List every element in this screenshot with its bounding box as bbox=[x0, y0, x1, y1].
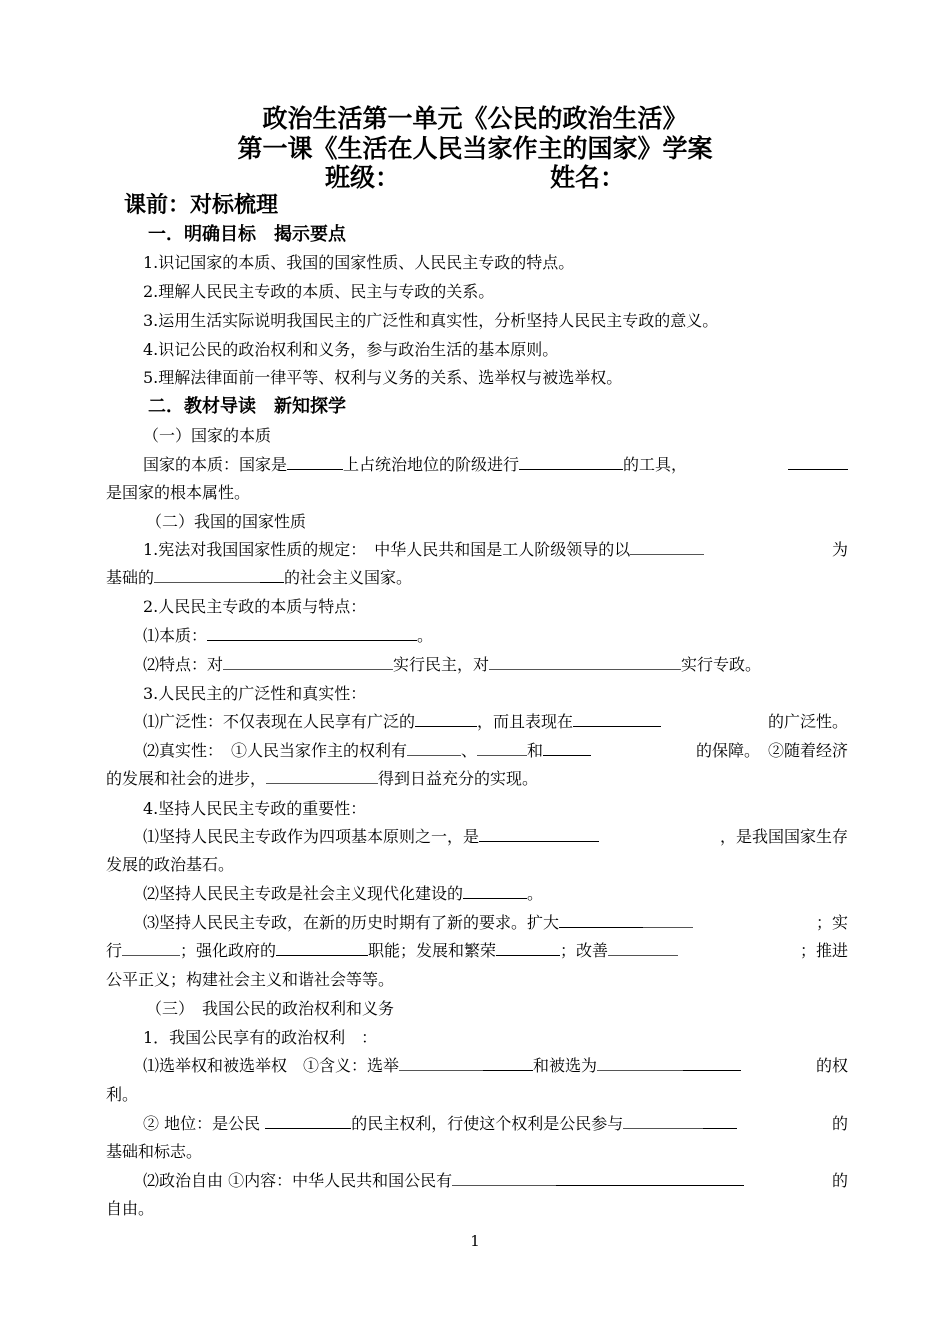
goal-item-2: 2.理解人民民主专政的本质、民主与专政的关系。 bbox=[143, 282, 495, 301]
blank[interactable] bbox=[154, 564, 260, 583]
importance-line-2: ⑵坚持人民民主专政是社会主义现代化建设的 。 bbox=[106, 880, 848, 908]
blank[interactable] bbox=[489, 651, 681, 670]
blank[interactable] bbox=[519, 451, 623, 470]
constitution-line-cont: 基础的 的社会主义国家。 bbox=[106, 564, 848, 592]
blank[interactable] bbox=[407, 737, 461, 756]
blank[interactable] bbox=[452, 1167, 556, 1186]
importance-line-1-cont: 发展的政治基石。 bbox=[106, 855, 235, 874]
blank[interactable] bbox=[276, 937, 368, 956]
blank[interactable] bbox=[703, 1110, 737, 1129]
blank[interactable] bbox=[266, 765, 378, 784]
blank[interactable] bbox=[223, 651, 393, 670]
goal-item-5: 5.理解法律面前一律平等、权利与义务的关系、选举权与被选举权。 bbox=[143, 368, 623, 387]
constitution-line: 1.宪法对我国国家性质的规定： 中华人民共和国是工人阶级领导的以 为 bbox=[106, 536, 848, 564]
blank[interactable] bbox=[543, 737, 591, 756]
blank[interactable] bbox=[260, 564, 284, 583]
importance-line-3-cont: 行 ；强化政府的 职能；发展和繁荣 ；改善 ；推进 bbox=[106, 937, 848, 965]
importance-line-1: ⑴坚持人民民主专政作为四项基本原则之一，是 ，是我国国家生存 bbox=[106, 823, 848, 851]
goal-item-1: 1.识记国家的本质、我国的国家性质、人民民主专政的特点。 bbox=[143, 253, 575, 272]
blank[interactable] bbox=[477, 737, 527, 756]
blank[interactable] bbox=[463, 880, 527, 899]
breadth-line: ⑴广泛性：不仅表现在人民享有广泛的 ，而且表现在 的广泛性。 bbox=[106, 708, 848, 736]
blank[interactable] bbox=[122, 937, 180, 956]
status-line: ② 地位：是公民 的民主权利，行使这个权利是公民参与 的 bbox=[106, 1110, 848, 1138]
blank[interactable] bbox=[630, 536, 704, 555]
blank[interactable] bbox=[573, 708, 661, 727]
section-2-heading: 二．教材导读 新知探学 bbox=[148, 396, 346, 417]
section-1-heading: 一．明确目标 揭示要点 bbox=[148, 224, 346, 245]
blank[interactable] bbox=[556, 1167, 744, 1186]
page-number: 1 bbox=[470, 1232, 480, 1250]
authenticity-line-cont: 的发展和社会的进步， 得到日益充分的实现。 bbox=[106, 765, 848, 793]
blank[interactable] bbox=[265, 1110, 351, 1129]
goal-item-3: 3.运用生活实际说明我国民主的广泛性和真实性，分析坚持人民民主专政的意义。 bbox=[143, 311, 719, 330]
democracy-heading: 3.人民民主的广泛性和真实性： bbox=[143, 684, 367, 703]
vote-line: ⑴选举权和被选举权 ①含义：选举 和被选为 的权 bbox=[106, 1052, 848, 1080]
blank[interactable] bbox=[683, 1052, 741, 1071]
rights-heading: 1．我国公民享有的政治权利 ： bbox=[143, 1028, 378, 1047]
blank[interactable] bbox=[559, 909, 643, 928]
dictatorship-heading: 2.人民民主专政的本质与特点： bbox=[143, 597, 367, 616]
blank[interactable] bbox=[415, 708, 477, 727]
blank[interactable] bbox=[483, 1052, 533, 1071]
part-1-heading: （一）国家的本质 bbox=[143, 426, 272, 445]
blank[interactable] bbox=[623, 1110, 703, 1129]
state-essence-line: 国家的本质：国家是 上占统治地位的阶级进行 的工具， bbox=[106, 451, 848, 479]
authenticity-line: ⑵真实性： ①人民当家作主的权利有 、 和 的保障。 ②随着经济 bbox=[106, 737, 848, 765]
essence-line: ⑴本质： 。 bbox=[106, 622, 848, 650]
blank[interactable] bbox=[788, 451, 848, 470]
status-line-cont: 基础和标志。 bbox=[106, 1142, 203, 1161]
blank[interactable] bbox=[399, 1052, 483, 1071]
blank[interactable] bbox=[608, 937, 678, 956]
blank[interactable] bbox=[479, 823, 599, 842]
class-label: 班级： bbox=[324, 163, 400, 192]
part-3-heading: （三） 我国公民的政治权利和义务 bbox=[146, 999, 395, 1018]
blank[interactable] bbox=[287, 451, 343, 470]
vote-line-cont: 利。 bbox=[106, 1085, 139, 1104]
name-label: 姓名： bbox=[550, 163, 626, 192]
blank[interactable] bbox=[496, 937, 560, 956]
blank[interactable] bbox=[597, 1052, 683, 1071]
blank[interactable] bbox=[643, 909, 693, 928]
lesson-title: 第一课《生活在人民当家作主的国家》学案 bbox=[237, 134, 713, 163]
blank[interactable] bbox=[207, 622, 417, 641]
document-title: 政治生活第一单元《公民的政治生活》 bbox=[262, 104, 688, 133]
freedom-line-cont: 自由。 bbox=[106, 1199, 155, 1218]
part-2-heading: （二）我国的国家性质 bbox=[146, 512, 307, 531]
student-info-line bbox=[0, 163, 950, 193]
state-essence-line-cont: 是国家的根本属性。 bbox=[106, 483, 251, 502]
features-line: ⑵特点：对 实行民主，对 实行专政。 bbox=[106, 651, 848, 679]
importance-line-3-end: 公平正义；构建社会主义和谐社会等等。 bbox=[106, 970, 395, 989]
pre-class-heading: 课前：对标梳理 bbox=[124, 193, 279, 218]
importance-line-3: ⑶坚持人民民主专政，在新的历史时期有了新的要求。扩大 ；实 bbox=[106, 909, 848, 937]
importance-heading: 4.坚持人民民主专政的重要性： bbox=[143, 799, 367, 818]
goal-item-4: 4.识记公民的政治权利和义务，参与政治生活的基本原则。 bbox=[143, 340, 559, 359]
freedom-line: ⑵政治自由 ①内容：中华人民共和国公民有 的 bbox=[106, 1167, 848, 1195]
